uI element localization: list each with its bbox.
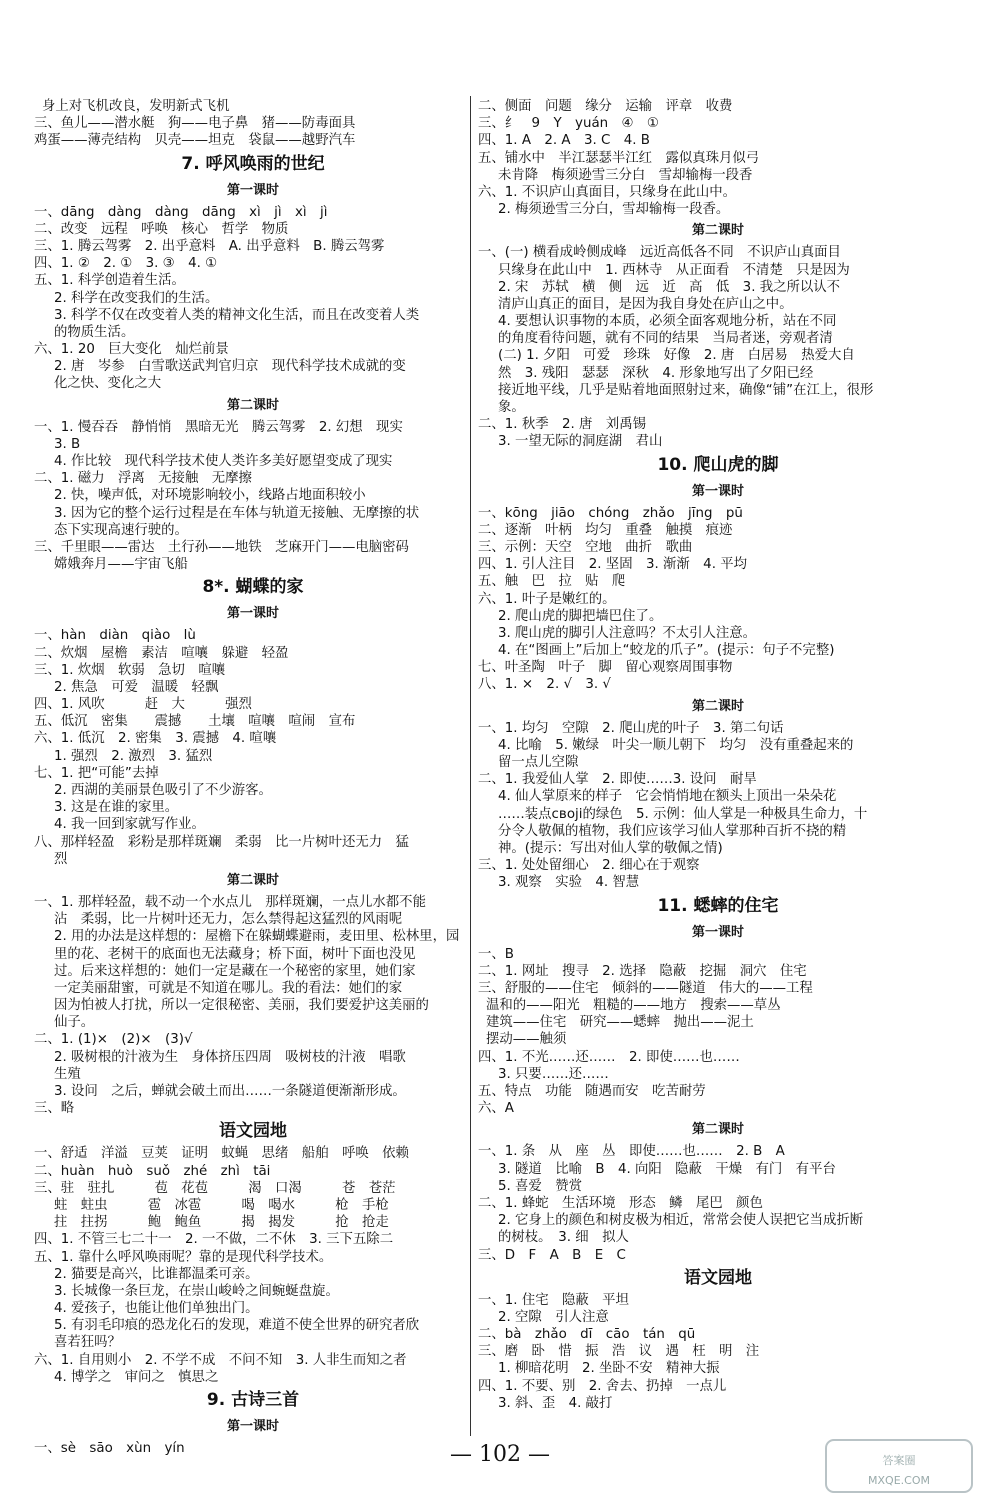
- lesson-subtitle: 第一课时: [226, 606, 279, 622]
- answer-line: ……装点својі的绿色 5. 示例：仙人掌是一种极具生命力，十: [498, 806, 868, 822]
- answer-line: 一、舒适 洋溢 豆荚 证明 蚊蝇 思绪 船舶 呼唤 依赖: [34, 1146, 409, 1162]
- section-title: 语文园地: [219, 1121, 287, 1142]
- answer-line: 五、低沉 密集 震撼 土壤 喧嚷 喧闹 宣布: [34, 714, 356, 730]
- answer-line: 五、1. 科学创造着生活。: [34, 273, 185, 289]
- answer-line: 3. 科学不仅在改变着人类的精神文化生活，而且在改变着人类: [54, 307, 420, 323]
- answer-line: 鸡蛋——薄壳结构 贝壳——坦克 袋鼠——越野汽车: [34, 133, 356, 149]
- answer-line: 的角度看待问题，就有不同的结果 当局者迷，旁观者清: [498, 331, 833, 347]
- answer-line: 六、A: [478, 1101, 514, 1117]
- answer-line: 4. 爱孩子，也能让他们单独出门。: [54, 1301, 259, 1317]
- lesson-subtitle: 第二课时: [691, 698, 744, 714]
- answer-line: 3. 这是在谁的家里。: [54, 800, 179, 816]
- answer-line: 分令人敬佩的植物，我们应该学习仙人掌那种百折不挠的精: [498, 823, 847, 839]
- answer-line: 2. 它身上的颜色和树皮极为相近，常常会使人误把它当成折断: [498, 1213, 864, 1229]
- answer-line: 二、1. 秋季 2. 唐 刘禹锡: [478, 417, 646, 433]
- answer-line: 建筑——住宅 研究——蟋蟀 抛出——泥土: [486, 1015, 754, 1031]
- watermark-logo: [824, 1438, 974, 1494]
- answer-line: 3. B: [54, 436, 81, 452]
- column-divider: [470, 96, 471, 1436]
- answer-line: 四、1. 不要、别 2. 舍去、扔掉 一点儿: [478, 1378, 727, 1394]
- answer-line: 二、侧面 问题 缘分 运输 评章 收费: [478, 99, 733, 114]
- answer-line: 神。(提示：写出对仙人掌的敬佩之情): [498, 840, 723, 856]
- answer-line: 二、改变 远程 呼唤 核心 哲学 物质: [34, 221, 289, 237]
- answer-line: 4. 我一回到家就写作业。: [54, 817, 205, 833]
- answer-line: 四、1. ② 2. ① 3. ③ 4. ①: [34, 256, 218, 272]
- answer-line: 温和的——阳光 粗糙的——地方 搜索——草丛: [486, 998, 781, 1014]
- answer-line: 二、bà zhǎo dī cāo tán qū: [478, 1327, 696, 1343]
- answer-line: 六、1. 不识庐山真面目，只缘身在此山中。: [478, 184, 737, 200]
- answer-line: 2. 吸树根的汁液为生 身体挤压四周 吸树枝的汁液 唱歌: [54, 1049, 406, 1065]
- answer-line: 1. 强烈 2. 激烈 3. 猛烈: [54, 748, 213, 764]
- answer-line: 5. 喜爱 赞赏: [498, 1178, 582, 1194]
- answer-line: 2. 宋 苏轼 横 侧 远 近 高 低 3. 我之所以认不: [498, 279, 841, 295]
- right-column: [478, 98, 958, 1412]
- answer-line: 二、1. 磁力 浮离 无接触 无摩擦: [34, 471, 252, 487]
- answer-line: 三、1. 处处留细心 2. 细心在于观察: [478, 858, 700, 874]
- answer-line: 二、炊烟 屋檐 素洁 喧嚷 躲避 轻盈: [34, 645, 289, 661]
- answer-line: 2. 用的办法是这样想的：屋檐下在躲蝴蝶避雨，麦田里、松林里，园: [54, 929, 460, 945]
- answer-line: 七、叶圣陶 叶子 脚 留心观察周围事物: [478, 660, 733, 676]
- section-title: 9. 古诗三首: [206, 1390, 300, 1410]
- page-number: — 102 —: [450, 1442, 550, 1467]
- answer-line: 2. 快，噪声低，对环境影响较小，线路占地面积较小: [54, 488, 366, 504]
- lesson-subtitle: 第一课时: [226, 1419, 279, 1434]
- answer-line: 六、1. 自用则小 2. 不学不成 不问不知 3. 人非生而知之者: [34, 1352, 407, 1368]
- answer-line: 三、D F A B E C: [478, 1247, 626, 1263]
- watermark-text-cn: 答案圈: [882, 1454, 916, 1467]
- answer-line: 4. 仙人掌原来的样子 它会悄悄地在额头上顶出一朵朵花: [498, 789, 837, 805]
- lesson-subtitle: 第一课时: [691, 483, 744, 499]
- answer-line: 3. 隧道 比喻 B 4. 向阳 隐蔽 干燥 有门 有平台: [498, 1161, 836, 1177]
- answer-line: 3. 爬山虎的脚引人注意吗？不太引人注意。: [498, 625, 757, 641]
- answer-line: 4. 要想认识事物的本质，必须全面客观地分析，站在不同: [498, 314, 837, 330]
- answer-line: 2. 爬山虎的脚把墙巴住了。: [498, 608, 663, 624]
- answer-line: 四、1. 引人注目 2. 坚固 3. 渐渐 4. 平均: [478, 557, 747, 573]
- answer-line: 3. 一望无际的洞庭湖 君山: [498, 434, 663, 450]
- answer-line: 留一点儿空隙: [498, 755, 579, 770]
- answer-line: 烈: [54, 851, 68, 867]
- answer-line: 五、触 巴 拉 贴 爬: [478, 574, 626, 590]
- answer-line: 身上对飞机改良，发明新式飞机: [42, 99, 230, 114]
- answer-line: 三、示例：天空 空地 曲折 歌曲: [478, 539, 693, 555]
- answer-line: 沾 柔弱，比一片树叶还无力，怎么禁得起这猛烈的风雨呢: [54, 912, 403, 928]
- answer-line: 只缘身在此山中 1. 西林寺 从正面看 不清楚 只是因为: [498, 262, 850, 278]
- answer-line: 二、逐渐 叶柄 均匀 重叠 触摸 痕迹: [478, 522, 733, 538]
- answer-line: 1. 柳暗花明 2. 坐卧不安 精神大振: [498, 1361, 720, 1377]
- lesson-subtitle: 第二课时: [226, 872, 279, 888]
- lesson-subtitle: 第二课时: [691, 223, 744, 239]
- answer-line: 然 3. 残阳 瑟瑟 深秋 4. 形象地写出了夕阳已经: [498, 365, 814, 381]
- lesson-subtitle: 第二课时: [226, 397, 279, 413]
- answer-line: 一、dāng dàng dàng dāng xì jì xì jì: [34, 204, 328, 220]
- answer-line: 4. 博学之 审问之 慎思之: [54, 1369, 219, 1385]
- answer-line: 三、舒服的——住宅 倾斜的——隧道 伟大的——工程: [478, 980, 813, 996]
- answer-line: 八、那样轻盈 彩粉是那样斑斓 柔弱 比一片树叶还无力 猛: [34, 834, 409, 850]
- answer-line: 三、千里眼——雷达 土行孙——地铁 芝麻开门——电脑密码: [34, 539, 409, 555]
- answer-line: 一、1. 住宅 隐蔽 平坦: [478, 1292, 629, 1308]
- answer-line: 2. 空隙 引人注意: [498, 1309, 609, 1325]
- answer-line: 一、sè sāo xùn yín: [34, 1441, 185, 1456]
- answer-line: 三、磨 卧 惜 振 浩 议 遇 枉 明 注: [478, 1344, 760, 1360]
- answer-line: 象。: [498, 400, 525, 415]
- answer-line: 摆动——触须: [486, 1032, 567, 1048]
- answer-line: 过。后来这样想的：她们一定是藏在一个秘密的家里，她们家: [54, 963, 416, 979]
- answer-line: 喜若狂吗？: [54, 1335, 121, 1351]
- answer-line: 二、1. 网址 搜寻 2. 选择 隐蔽 挖掘 洞穴 住宅: [478, 963, 807, 979]
- answer-line: 清庐山真正的面目，是因为我自身处在庐山之中。: [498, 296, 793, 312]
- answer-line: 一、kōng jiāo chóng zhǎo jīng pū: [478, 505, 743, 521]
- section-title: 7. 呼风唤雨的世纪: [181, 153, 325, 174]
- answer-line: 一、B: [478, 946, 514, 962]
- answer-line: 接近地平线，几乎是贴着地面照射过来，确像“铺”在江上，很形: [498, 382, 874, 398]
- answer-line: 嫦娥奔月——宇宙飞船: [54, 557, 188, 573]
- answer-line: 的物质生活。: [54, 324, 135, 340]
- answer-line: 仙子。: [54, 1015, 95, 1031]
- answer-line: 五、1. 靠什么呼风唤雨呢？靠的是现代科学技术。: [34, 1249, 333, 1265]
- answer-line: 3. 长城像一条巨龙，在崇山峻岭之间蜿蜒盘旋。: [54, 1283, 339, 1299]
- answer-line: 四、1. 不光……还…… 2. 即使……也……: [478, 1049, 740, 1065]
- section-title: 8*. 蝴蝶的家: [202, 577, 304, 598]
- answer-line: 生殖: [54, 1066, 81, 1082]
- answer-line: 2. 科学在改变我们的生活。: [54, 290, 219, 306]
- answer-line: 2. 猫要是高兴，比谁都温柔可亲。: [54, 1266, 259, 1282]
- answer-line: 4. 比喻 5. 嫩绿 叶尖一顺儿朝下 均匀 没有重叠起来的: [498, 737, 854, 753]
- answer-line: 四、1. 风吹 赶 大 强烈: [34, 697, 252, 713]
- answer-line: 拄 拄拐 鲍 鲍鱼 揭 揭发 抢 抢走: [54, 1215, 389, 1231]
- answer-line: 3. 因为它的整个运行过程是在车体与轨道无接触、无摩擦的状: [54, 505, 420, 521]
- answer-line: 因为怕被人打扰，所以一定很秘密、美丽，我们要爱护这美丽的: [54, 998, 429, 1014]
- answer-line: (二) 1. 夕阳 可爱 珍珠 好像 2. 唐 白居易 热爱大自: [498, 348, 855, 364]
- answer-line: 3. 只要……还……: [498, 1066, 609, 1082]
- answer-line: 化之快、变化之大: [54, 376, 162, 392]
- answer-line: 一定美丽甜蜜，可就是不知道在哪儿。我的看法：她们的家: [54, 980, 403, 996]
- section-title: 10. 爬山虎的脚: [657, 454, 779, 475]
- answer-line: 二、1. 我爱仙人掌 2. 即使……3. 设问 耐旱: [478, 772, 757, 788]
- answer-line: 四、1. 不管三七二十一 2. 一不做，二不休 3. 三下五除二: [34, 1232, 394, 1248]
- answer-line: 一、1. 那样轻盈，载不动一个水点儿 那样斑斓，一点儿水都不能: [34, 894, 426, 910]
- answer-line: 一、hàn diàn qiào lù: [34, 628, 196, 644]
- answer-line: 三、略: [34, 1101, 75, 1117]
- answer-line: 五、铺水中 半江瑟瑟半江红 露似真珠月似弓: [478, 150, 760, 166]
- answer-line: 3. 斜、歪 4. 敲打: [498, 1395, 613, 1411]
- section-title: 11. 蟋蟀的住宅: [657, 895, 779, 916]
- watermark-text: MXQE.COM: [868, 1474, 930, 1487]
- answer-line: 一、1. 条 从 座 丛 即使……也…… 2. B A: [478, 1144, 785, 1160]
- answer-line: 4. 在“图画上”后加上“蛟龙的爪子”。(提示：句子不完整): [498, 643, 835, 659]
- answer-line: 4. 作比较 现代科学技术使人类许多美好愿望变成了现实: [54, 454, 393, 469]
- answer-line: 六、1. 叶子是嫩红的。: [478, 591, 616, 607]
- answer-line: 2. 梅须逊雪三分白，雪却输梅一段香。: [498, 202, 730, 218]
- answer-line: 三、1. 炊烟 软弱 急切 喧嚷: [34, 662, 226, 678]
- answer-line: 三、纟 9 Y yuán ④ ①: [478, 116, 659, 132]
- answer-line: 态下实现高速行驶的。: [54, 522, 188, 538]
- answer-line: 2. 西湖的美丽景色吸引了不少游客。: [54, 783, 272, 798]
- answer-line: 二、huàn huò suǒ zhé zhì tāi: [34, 1163, 271, 1179]
- left-column: [34, 98, 472, 1457]
- answer-line: 蛀 蛀虫 雹 冰雹 喝 喝水 枪 手枪: [54, 1197, 389, 1213]
- answer-line: 5. 有羽毛印痕的恐龙化石的发现，难道不使全世界的研究者欣: [54, 1318, 420, 1334]
- answer-line: 六、1. 20 巨大变化 灿烂前景: [34, 342, 229, 358]
- answer-line: 七、1. 把“可能”去掉: [34, 765, 159, 781]
- answer-line: 一、1. 慢吞吞 静悄悄 黑暗无光 腾云驾雾 2. 幻想 现实: [34, 419, 403, 435]
- answer-line: 三、驻 驻扎 苞 花苞 渴 口渴 苍 苍茫: [34, 1180, 396, 1196]
- answer-line: 里的花、老树干的底面也无法藏身；桥下面，树叶下面也没见: [54, 946, 416, 962]
- answer-line: 3. 设问 之后，蝉就会破土而出……一条隧道便渐渐形成。: [54, 1084, 406, 1099]
- answer-line: 三、鱼儿——潜水艇 狗——电子鼻 猪——防毒面具: [34, 116, 356, 132]
- answer-line: 八、1. × 2. √ 3. √: [478, 677, 611, 693]
- answer-line: 五、特点 功能 随遇而安 吃苦耐劳: [478, 1084, 706, 1099]
- answer-line: 的树枝。 3. 细 拟人: [498, 1230, 629, 1246]
- answer-line: 2. 唐 岑参 白雪歌送武判官归京 现代科学技术成就的变: [54, 359, 406, 375]
- answer-line: 六、1. 低沉 2. 密集 3. 震撼 4. 喧嚷: [34, 731, 277, 747]
- answer-line: 三、1. 腾云驾雾 2. 出乎意料 A. 出乎意料 B. 腾云驾雾: [34, 238, 385, 254]
- answer-line: 未肯降 梅须逊雪三分白 雪却输梅一段香: [498, 167, 753, 183]
- lesson-subtitle: 第二课时: [691, 1122, 744, 1138]
- answer-line: 二、1. 蜂蛇 生活环境 形态 鳞 尾巴 颜色: [478, 1195, 763, 1211]
- answer-line: 一、1. 均匀 空隙 2. 爬山虎的叶子 3. 第二句话: [478, 720, 784, 736]
- answer-line: 3. 观察 实验 4. 智慧: [498, 875, 640, 891]
- lesson-subtitle: 第一课时: [226, 182, 279, 198]
- section-title: 语文园地: [684, 1267, 752, 1288]
- lesson-subtitle: 第一课时: [691, 924, 744, 940]
- answer-line: 二、1. (1)× (2)× (3)√: [34, 1032, 193, 1048]
- answer-line: 四、1. A 2. A 3. C 4. B: [478, 133, 650, 149]
- answer-line: 一、(一) 横看成岭侧成峰 远近高低各不同 不识庐山真面目: [478, 245, 841, 261]
- answer-line: 2. 焦急 可爱 温暖 轻飘: [54, 679, 219, 695]
